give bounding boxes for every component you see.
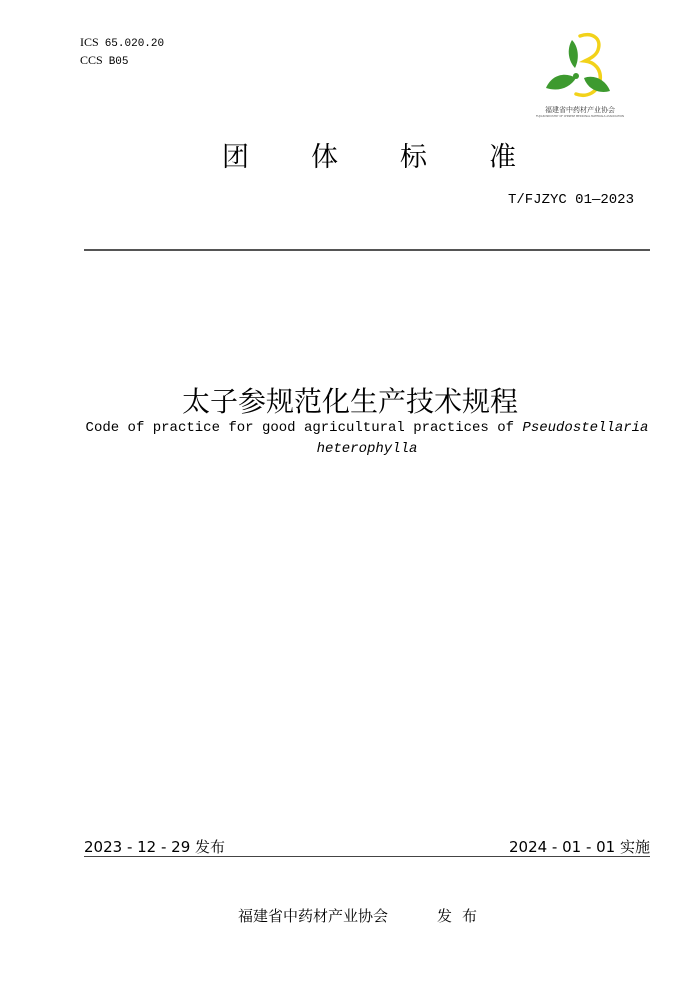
standard-type: 团体标准 [222, 142, 578, 173]
logo-caption-zh: 福建省中药材产业协会 [545, 106, 615, 114]
ccs-code: B05 [108, 56, 129, 68]
issue-date: 2023 - 12 - 29 发布 [84, 838, 226, 856]
document-title-zh: 太子参规范化生产技术规程 [181, 385, 518, 418]
header-divider [84, 249, 650, 251]
title-en-prefix: Code of practice for good agricultural practices of [85, 420, 523, 436]
implementation-date: 2024 - 01 - 01 实施 [508, 838, 650, 856]
document-title-en [84, 418, 650, 460]
ics-classification [80, 35, 164, 51]
ics-code: 65.020.20 [104, 38, 165, 50]
ccs-classification [80, 53, 129, 69]
publish-label: 发布 [437, 907, 488, 925]
ics-label: ICS [80, 35, 99, 49]
logo-caption-en: FUJIAN INDUSTRY OF CHINESE MEDICINAL MATERIALS ASSOCIATION [536, 115, 624, 118]
standard-number: T/FJZYC 01—2023 [507, 192, 634, 208]
title-en-species: Pseudostellaria heterophylla [316, 420, 649, 457]
ccs-label: CCS [80, 53, 103, 67]
date-divider [84, 856, 650, 857]
publisher-name: 福建省中药材产业协会 [238, 907, 389, 925]
